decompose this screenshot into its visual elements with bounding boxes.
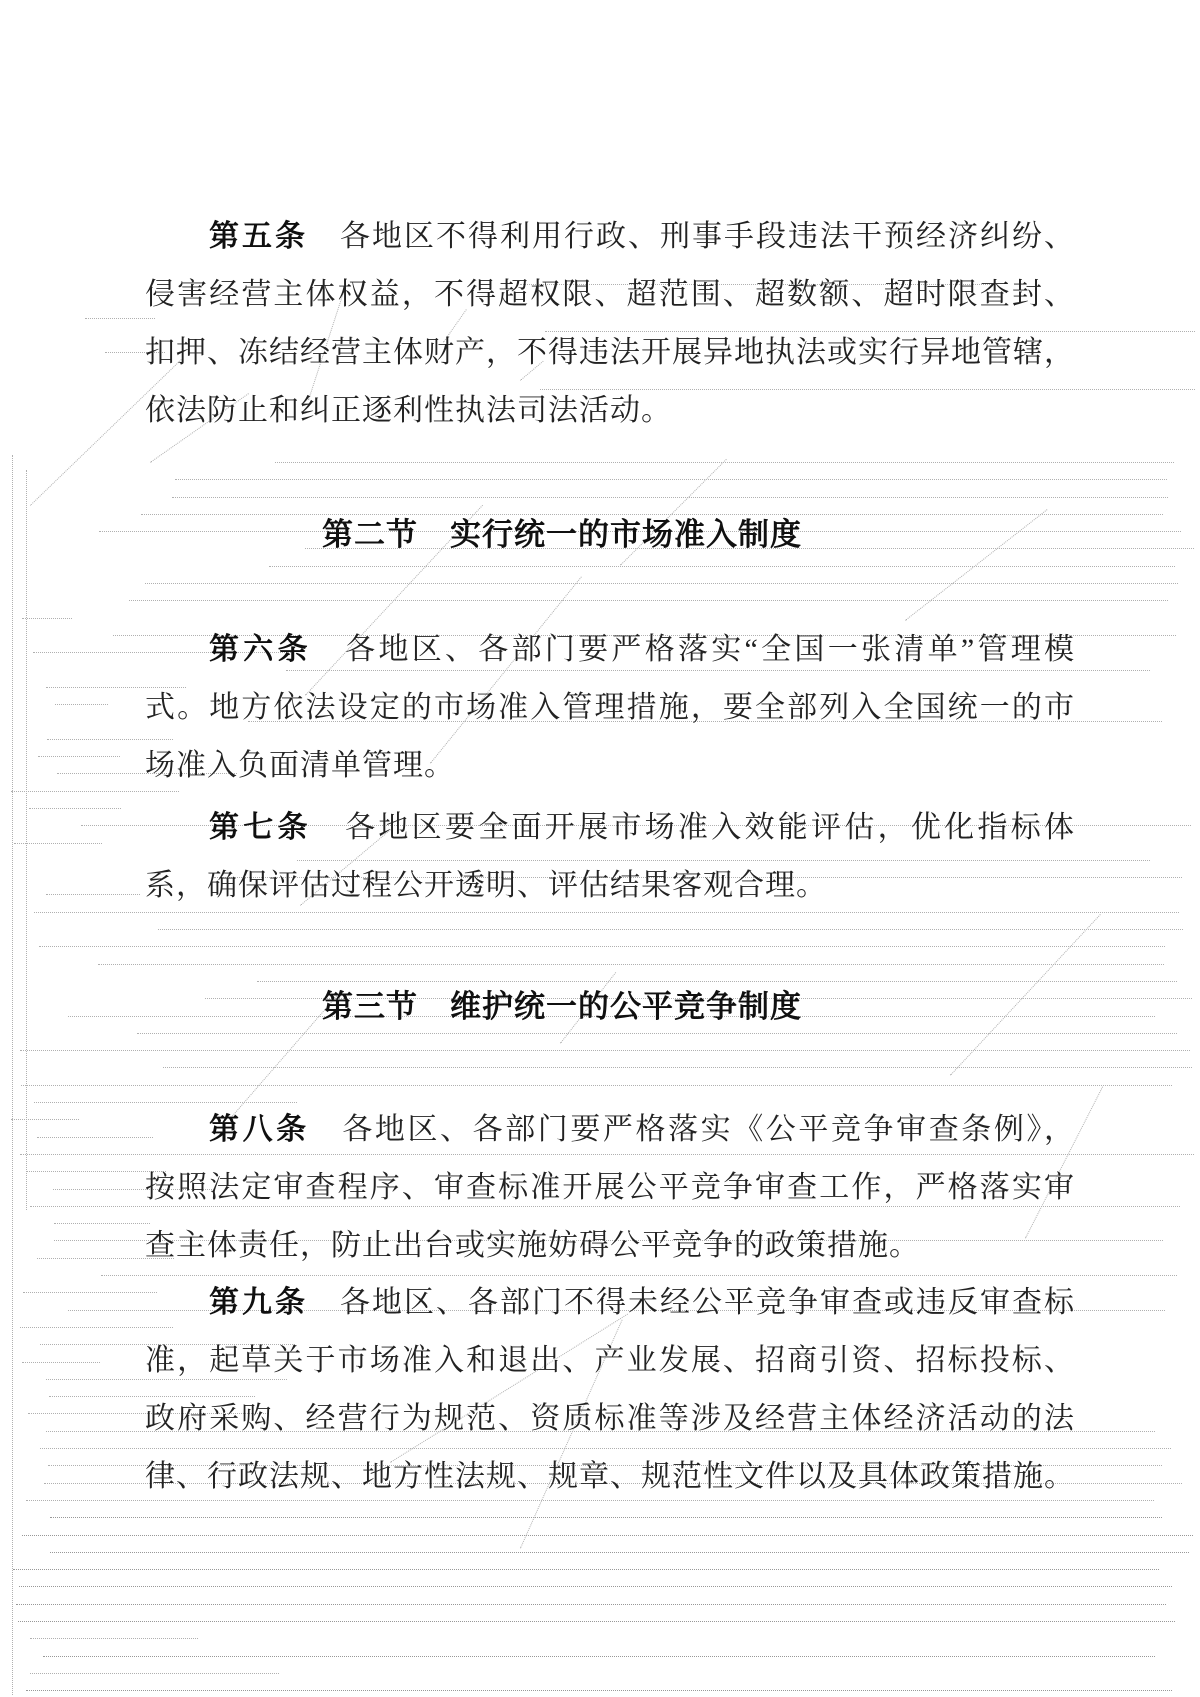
text-line	[145, 208, 1075, 266]
section-number: 第二节	[322, 517, 418, 552]
text-line	[145, 1101, 1075, 1159]
article-text: 式。地方依法设定的市场准入管理措施，要全部列入全国统一的市	[145, 691, 1075, 724]
article-number: 第九条	[209, 1286, 308, 1319]
article-text: 按照法定审查程序、审查标准开展公平竞争审查工作，严格落实审	[145, 1171, 1075, 1204]
article-text: 各地区、各部门要严格落实“全国一张清单”管理模	[345, 633, 1076, 666]
text-line	[145, 1332, 1075, 1390]
text-line	[145, 382, 1075, 440]
text-line	[145, 1390, 1075, 1448]
article-number: 第八条	[209, 1113, 310, 1146]
article-text: 扣押、冻结经营主体财产，不得违法开展异地执法或实行异地管辖，	[145, 336, 1075, 369]
article-number: 第六条	[209, 633, 312, 666]
text-line	[145, 737, 1075, 795]
article-paragraph	[145, 1101, 1075, 1275]
text-line	[145, 621, 1075, 679]
ideographic-space	[312, 811, 345, 844]
article-text: 各地区、各部门要严格落实《公平竞争审查条例》，	[342, 1113, 1076, 1146]
dotted-line	[46, 894, 140, 895]
text-line	[145, 1274, 1075, 1332]
article-paragraph	[145, 799, 1075, 915]
ideographic-space	[308, 220, 340, 253]
ideographic-space	[418, 517, 450, 552]
article-text: 准，起草关于市场准入和退出、产业发展、招商引资、招标投标、	[145, 1344, 1075, 1377]
article-text: 场准入负面清单管理。	[145, 749, 455, 782]
ideographic-space	[308, 1286, 340, 1319]
text-line	[145, 1448, 1075, 1506]
text-line	[145, 266, 1075, 324]
ideographic-space	[312, 633, 345, 666]
article-text: 律、行政法规、地方性法规、规章、规范性文件以及具体政策措施。	[145, 1460, 1075, 1493]
article-text: 各地区不得利用行政、刑事手段违法干预经济纠纷、	[340, 220, 1075, 253]
text-line	[145, 679, 1075, 737]
ideographic-space	[310, 1113, 343, 1146]
text-line	[145, 799, 1075, 857]
ideographic-space	[418, 989, 450, 1024]
article-paragraph	[145, 208, 1075, 440]
article-text: 侵害经营主体权益，不得超权限、超范围、超数额、超时限查封、	[145, 278, 1075, 311]
text-line	[145, 324, 1075, 382]
article-paragraph	[145, 621, 1075, 795]
section-heading	[145, 978, 1075, 1036]
article-text: 政府采购、经营行为规范、资质标准等涉及经营主体经济活动的法	[145, 1402, 1075, 1435]
text-line	[145, 857, 1075, 915]
section-title: 实行统一的市场准入制度	[450, 517, 802, 552]
article-number: 第五条	[209, 220, 308, 253]
section-title: 维护统一的公平竞争制度	[450, 989, 802, 1024]
dotted-line	[23, 1292, 157, 1293]
dotted-line	[37, 1137, 153, 1138]
dotted-line	[14, 843, 102, 844]
dotted-line	[11, 1119, 79, 1120]
article-text: 查主体责任，防止出台或实施妨碍公平竞争的政策措施。	[145, 1229, 920, 1262]
section-number: 第三节	[322, 989, 418, 1024]
dotted-line	[22, 618, 72, 619]
article-text: 依法防止和纠正逐利性执法司法活动。	[145, 394, 672, 427]
dotted-line	[55, 704, 108, 705]
article-text: 各地区、各部门不得未经公平竞争审查或违反审查标	[340, 1286, 1075, 1319]
dotted-line	[29, 808, 121, 809]
text-line	[145, 1217, 1075, 1275]
section-heading	[145, 506, 1075, 564]
article-text: 各地区要全面开展市场准入效能评估，优化指标体	[345, 811, 1076, 844]
dotted-line	[22, 1362, 100, 1363]
text-line	[145, 1159, 1075, 1217]
article-text: 系，确保评估过程公开透明、评估结果客观合理。	[145, 869, 827, 902]
document-body	[145, 0, 1075, 1697]
article-paragraph	[145, 1274, 1075, 1506]
dotted-line	[54, 1223, 150, 1224]
dotted-line-vertical	[12, 455, 13, 1695]
article-number: 第七条	[209, 811, 312, 844]
dotted-line	[38, 756, 120, 757]
dotted-line-vertical	[26, 470, 27, 1210]
